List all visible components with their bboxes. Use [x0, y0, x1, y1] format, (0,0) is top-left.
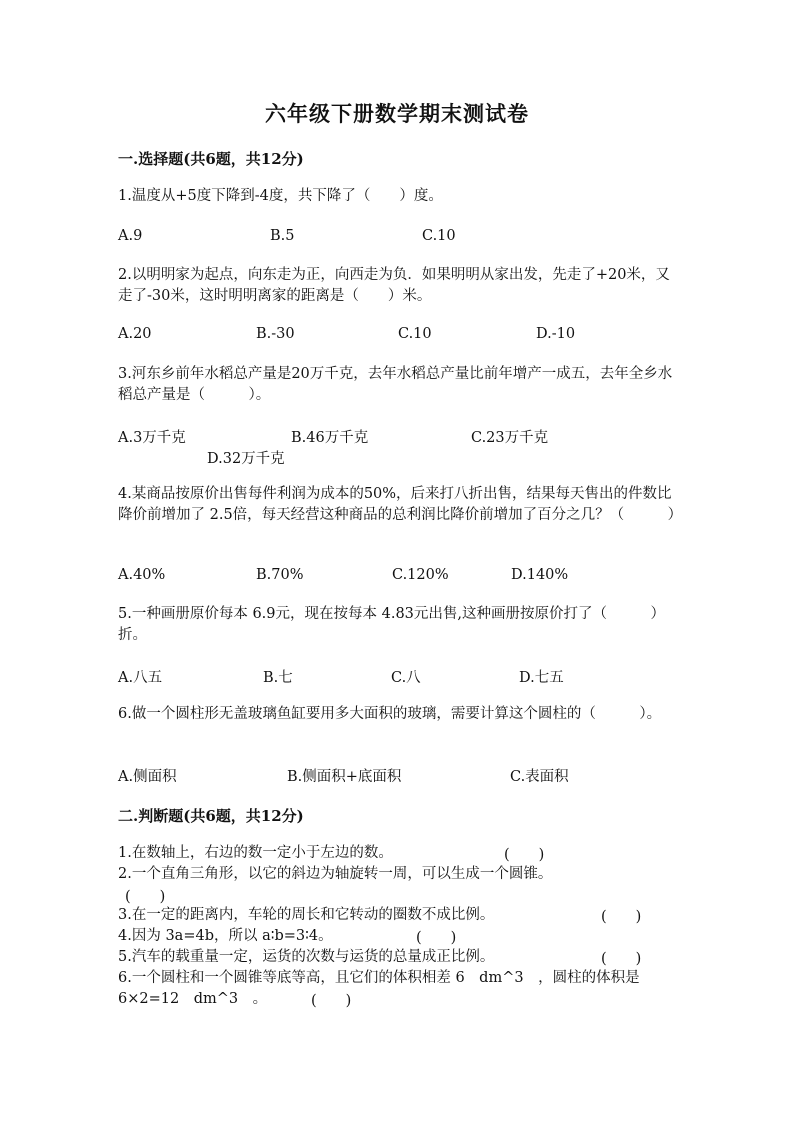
page-title: 六年级下册数学期末测试卷	[265, 101, 529, 126]
option-c: C.表面积	[510, 769, 569, 785]
answer-blank: ( )	[504, 847, 545, 863]
judgment-item-5: 5.汽车的载重量一定，运货的次数与运货的总量成正比例。	[118, 949, 495, 965]
answer-blank: ( )	[125, 889, 166, 905]
judgment-item-6: 6.一个圆柱和一个圆锥等底等高，且它们的体积相差 6 dm^3 ，圆柱的体积是6×2=12 dm^3 。	[118, 970, 640, 1007]
answer-blank: ( )	[601, 909, 642, 925]
option-a: A.八五	[118, 670, 163, 686]
question-5: 5.一种画册原价每本 6.9元，现在按每本 4.83元出售,这种画册按原价打了（ ）折。	[118, 606, 666, 643]
option-b: B.46万千克	[291, 430, 369, 446]
answer-blank: ( )	[416, 930, 457, 946]
option-c: C.120%	[392, 567, 449, 583]
option-b: B.侧面积+底面积	[287, 769, 402, 785]
option-c: C.10	[398, 326, 432, 342]
question-1: 1.温度从+5度下降到-4度，共下降了（ ）度。	[118, 188, 443, 204]
answer-blank: ( )	[601, 951, 642, 967]
option-d: D.七五	[519, 670, 564, 686]
question-3: 3.河东乡前年水稻总产量是20万千克，去年水稻总产量比前年增产一成五，去年全乡水稻总产量是（ ）。	[118, 366, 673, 403]
judgment-item-3: 3.在一定的距离内，车轮的周长和它转动的圈数不成比例。	[118, 907, 495, 923]
judgment-item-1: 1.在数轴上，右边的数一定小于左边的数。	[118, 845, 393, 861]
option-a: A.3万千克	[118, 430, 186, 446]
question-4: 4.某商品按原价出售每件利润为成本的50%，后来打八折出售，结果每天售出的件数比降价前增加了 2.5倍，每天经营这种商品的总利润比降价前增加了百分之几？（ ）	[118, 486, 683, 523]
option-b: B.70%	[256, 567, 304, 583]
judgment-item-2: 2.一个直角三角形，以它的斜边为轴旋转一周，可以生成一个圆锥。	[118, 866, 553, 882]
option-c: C.八	[391, 670, 421, 686]
option-b: B.-30	[256, 326, 295, 342]
answer-blank: ( )	[311, 993, 352, 1009]
section-heading-choice: 一.选择题(共6题，共12分)	[118, 150, 304, 168]
question-2: 2.以明明家为起点，向东走为正，向西走为负．如果明明从家出发，先走了+20米，又走了-30米，这时明明离家的距离是（ ）米。	[118, 267, 670, 304]
option-c: C.10	[422, 228, 456, 244]
question-6: 6.做一个圆柱形无盖玻璃鱼缸要用多大面积的玻璃，需要计算这个圆柱的（ ）。	[118, 706, 662, 722]
option-a: A.9	[118, 228, 143, 244]
option-b: B.5	[270, 228, 295, 244]
option-d: D.140%	[511, 567, 569, 583]
option-a: A.侧面积	[118, 769, 177, 785]
option-d: D.-10	[536, 326, 576, 342]
option-b: B.七	[263, 670, 293, 686]
option-d: D.32万千克	[207, 451, 285, 467]
option-c: C.23万千克	[471, 430, 549, 446]
option-a: A.40%	[118, 567, 166, 583]
section-heading-judgment: 二.判断题(共6题，共12分)	[118, 807, 304, 825]
judgment-item-4: 4.因为 3a=4b，所以 a∶b=3∶4。	[118, 928, 333, 944]
option-a: A.20	[118, 326, 152, 342]
